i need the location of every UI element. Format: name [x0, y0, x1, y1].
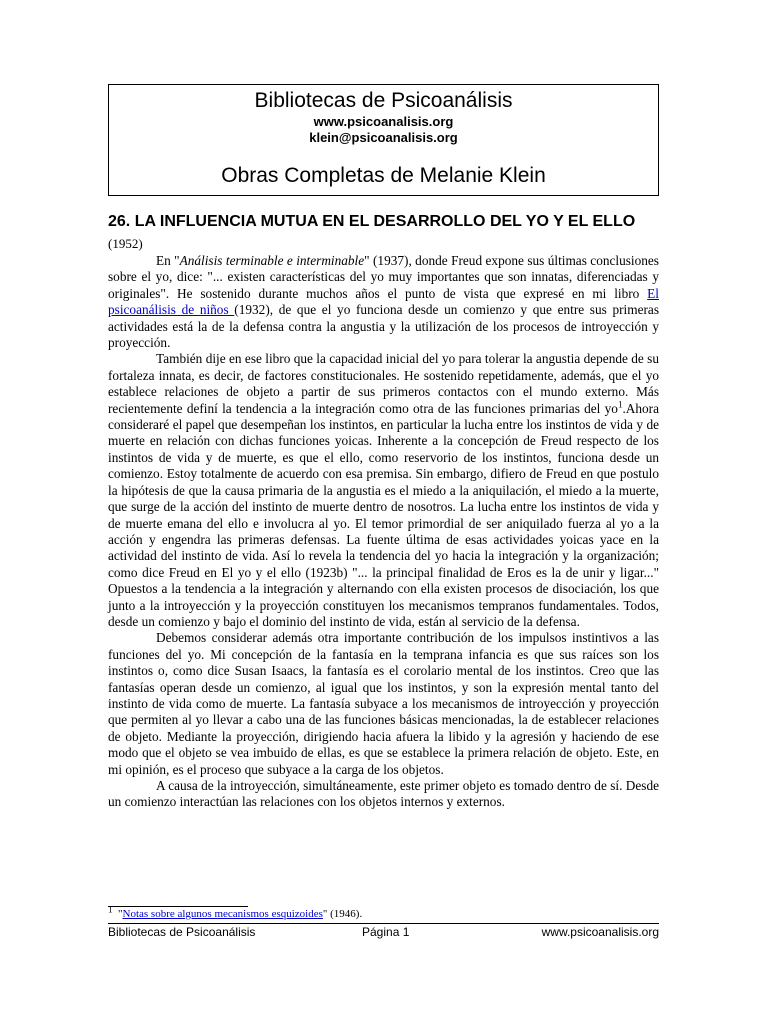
paragraph-3: Debemos considerar además otra importante contribución de los impulsos instintivos a las funciones del yo. Mi concepción de la fantasía en la temprana infancia es que sus raíces son los instintos o, como dice Susan Isaacs, la fantasía es el corolario mental de los instintos. Creo que las fantasías operan desde un comienzo, al igual que los instintos, y son la expresión mental tanto del instinto de vida como de muerte. La fantasía subyace a los mecanismos de introyección y proyección que permiten al yo llevar a cabo una de las funciones básicas mencionadas, la de establecer relaciones de objeto. Mediante la proyección, dirigiendo hacia afuera la libido y la agresión y haciendo de ese modo que el objeto se vea imbuido de ellas, es que se establece la primera relación de objeto. Este, en mi opinión, es el proceso que subyace a la carga de los objetos. — [108, 630, 659, 777]
footnote-marker: 1 — [108, 904, 113, 915]
footer-right[interactable]: www.psicoanalisis.org — [541, 925, 659, 939]
chapter-title: 26. LA INFLUENCIA MUTUA EN EL DESARROLLO DEL YO Y EL ELLO — [108, 213, 636, 230]
italic-title: Análisis terminable e interminable — [179, 253, 365, 268]
paragraph-2: También dije en ese libro que la capacidad inicial del yo para tolerar la angustia depende de su fortaleza innata, es decir, de factores constitucionales. He sostenido repetidamente, además, que el yo establece relaciones de objeto a partir de sus primeros contactos con el mundo externo. Más recientemente definí la tendencia a la integración como otra de las funciones primarias del $yo^1.Ahora$ consideraré el papel que desempeñan los instintos, en particular la lucha entre los instintos de vida y de muerte en relación con dichas funciones yoicas. Inherente a la concepción de Freud respecto de los instintos de vida y de muerte, es que el ello, como reservorio de los instintos, funciona desde un comienzo. Estoy totalmente de acuerdo con esa premisa. Sin embargo, difiero de Freud en que postulo la hipótesis de que la causa primaria de la angustia es el miedo a la aniquilación, el miedo a la muerte, que surge de la acción del instinto de muerte dentro de nosotros. La lucha entre los instintos de vida y de muerte emana del ello e involucra al yo. El temor primordial de ser aniquilado fuerza al yo a la acción y engendra las primeras defensas. La fuente última de esas actividades yoicas yace en la actividad del instinto de vida. Así lo revela la tendencia del yo hacia la integración y la organización; como dice Freud en El yo y el ello (1923b) "... la principal finalidad de Eros es la de unir y ligar..." Opuestos a la tendencia a la integración y alternando con ella existen procesos de disociación, los que junto a la introyección y la proyección constituyen los mecanismos tempranos fundamentales. Todos, desde un comienzo y bajo el dominio del instinto de vida, están al servicio de la defensa. — [108, 351, 659, 629]
site-url[interactable]: www.psicoanalisis.org — [313, 114, 454, 129]
footer-divider — [108, 923, 659, 924]
document-page — [108, 84, 659, 811]
footer-page-number: Página 1 — [362, 925, 410, 939]
site-title: Bibliotecas de Psicoanálisis — [254, 89, 513, 112]
footnote-link[interactable]: Notas sobre algunos mecanismos esquizoides — [122, 908, 323, 920]
book-link[interactable]: El psicoanálisis de niños — [108, 285, 659, 318]
chapter-year: (1952) — [108, 236, 143, 251]
works-title: Obras Completas de Melanie Klein — [221, 164, 546, 187]
paragraph-4: A causa de la introyección, simultáneamente, este primer objeto es tomado dentro de sí. Desde un comienzo interactúan las relaciones con los objetos internos y externos. — [108, 778, 659, 810]
site-email[interactable]: klein@psicoanalisis.org — [309, 130, 458, 145]
footer-left: Bibliotecas de Psicoanálisis — [108, 925, 256, 939]
footnote: $^1$ "Notas sobre algunos mecanismos esquizoides" (1946). — [108, 904, 363, 920]
header-box — [108, 84, 659, 196]
page-footer — [108, 925, 659, 941]
footnote-divider — [108, 906, 248, 907]
footnote-ref[interactable]: 1 — [617, 399, 623, 410]
paragraph-1: En "Análisis terminable e interminable" (1937), donde Freud expone sus últimas conclusiones sobre el yo, dice: "... existen características del yo muy importantes que son innatas, diferenciadas y originales". He sostenido durante muchos años el punto de vista que expresé en mi libro El psicoanálisis de niños (1932), de que el yo funciona desde un comienzo y que entre sus primeras actividades está la de la defensa contra la angustia y la utilización de los procesos de introyección y proyección. — [108, 253, 659, 351]
body-text — [108, 253, 659, 811]
